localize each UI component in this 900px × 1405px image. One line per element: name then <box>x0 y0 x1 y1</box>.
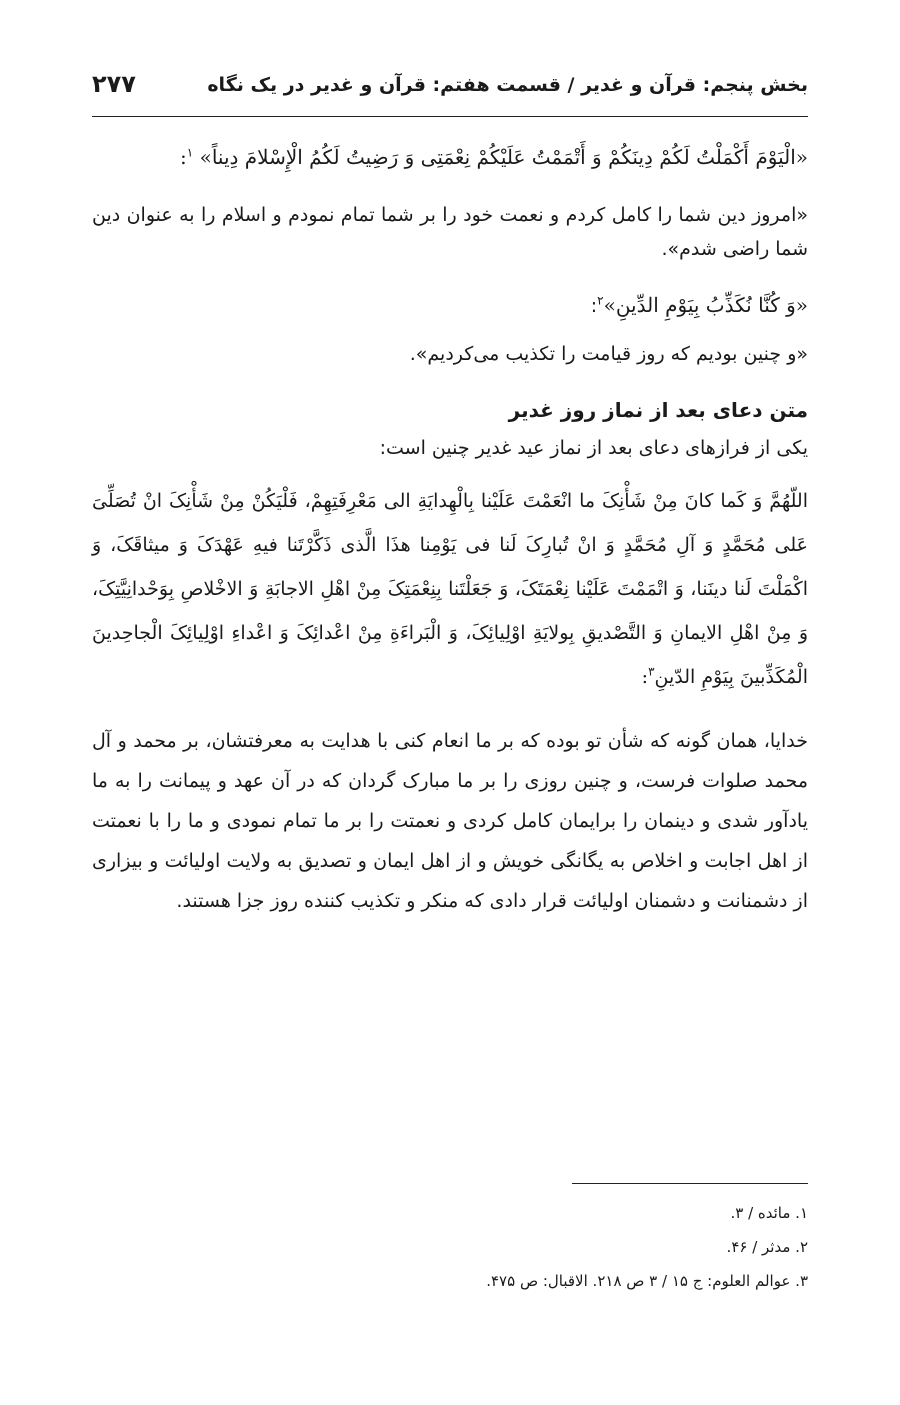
footnotes <box>88 1182 808 1298</box>
page-body <box>92 138 808 921</box>
footnote-ref-3: ۳ <box>648 664 655 679</box>
footnote-1: ۱. مائده / ۳. <box>730 1204 808 1222</box>
verse-1-text: «الْیَوْمَ أَکْمَلْتُ لَکُمْ دِینَکُمْ وَ أَتْمَمْتُ عَلَیْکُمْ نِعْمَتِی وَ رَضِیتُ لَکُمُ الْإِسْلامَ دِیناً» <box>199 145 808 169</box>
running-title: بخش پنجم: قرآن و غدیر / قسمت هفتم: قرآن و غدیر در یک نگاه <box>207 74 808 96</box>
dua-body: اللّهُمَّ وَ کَما کانَ مِنْ شَأْنِکَ ما انْعَمْتَ عَلَیْنا بِالْهِدایَةِ الی مَعْرِفَتِهِمْ، فَلْیَکُنْ مِنْ شَأْنِکَ انْ تُصَلِّیَ عَلی مُحَمَّدٍ وَ آلِ مُحَمَّدٍ وَ انْ تُبارِکَ لَنا فی یَوْمِنا هذَا الَّذی ذَکَّرْتَنا فیهِ عَهْدَکَ وَ میثاقَکَ، وَ اکْمَلْتَ لَنا دینَنا، وَ اتْمَمْتَ عَلَیْنا نِعْمَتَکَ، وَ جَعَلْتَنا بِنِعْمَتِکَ مِنْ اهْلِ الاجابَةِ وَ الاخْلاصِ بِوَحْدانِیَّتِکَ، وَ مِنْ اهْلِ الایمانِ وَ التَّصْدیقِ بِولایَةِ اوْلِیائِکَ، وَ الْبَراءَةِ مِنْ اعْدائِکَ وَ اعْداءِ اوْلِیائِکَ الْجاحِدینَ الْمُکَذِّبینَ بِیَوْمِ الدّینِ <box>92 490 808 688</box>
verse-1-colon: : <box>180 145 187 169</box>
verse-2-translation: «و چنین بودیم که روز قیامت را تکذیب می‌کردیم». <box>409 343 808 365</box>
verse-2-text: «وَ کُنَّا نُکَذِّبُ بِیَوْمِ الدِّینِ» <box>603 293 808 317</box>
dua-translation: خدایا، همان گونه که شأن تو بوده که بر ما انعام کنی با هدایت به معرفتشان، بر محمد و آل محمد صلوات فرست، و چنین روزی را بر ما مبارک گردان که در آن عهد و پیمانت را به ما یادآور شدی و دینمان را برایمان کامل کردی و نعمتت را بر ما تمام نمودی و ما را با نعمتت از اهل اجابت و اخلاص به یگانگی خویش و از اهل ایمان و تصدیق به ولایت اولیائت و بیزاری از دشمنانت و دشمنان اولیائت قرار دادی که منکر و تکذیب کننده روز جزا هستند. <box>92 730 808 912</box>
footnote-2: ۲. مدثر / ۴۶. <box>726 1238 808 1256</box>
dua-colon: : <box>641 666 649 688</box>
page-header <box>92 68 808 117</box>
footnote-3: ۳. عوالم العلوم: ج ۱۵ / ۳ ص ۲۱۸. الاقبال: ص ۴۷۵. <box>486 1272 808 1290</box>
verse-1-translation: «امروز دین شما را کامل کردم و نعمت خود را بر شما تمام نمودم و اسلام را به عنوان دین شما راضی شدم». <box>92 204 808 260</box>
footnote-ref-1: ۱ <box>186 145 194 160</box>
dua-text <box>92 479 808 699</box>
footnote-ref-2: ۲ <box>597 293 604 308</box>
section-heading: متن دعای بعد از نماز روز غدیر <box>508 398 808 422</box>
page-number: ۲۷۷ <box>92 70 136 98</box>
verse-2-colon: : <box>590 295 598 317</box>
section-intro: یکی از فرازهای دعای بعد از نماز عید غدیر چنین است: <box>379 437 808 459</box>
quran-verse-1 <box>92 138 808 176</box>
quran-verse-2 <box>92 288 808 323</box>
